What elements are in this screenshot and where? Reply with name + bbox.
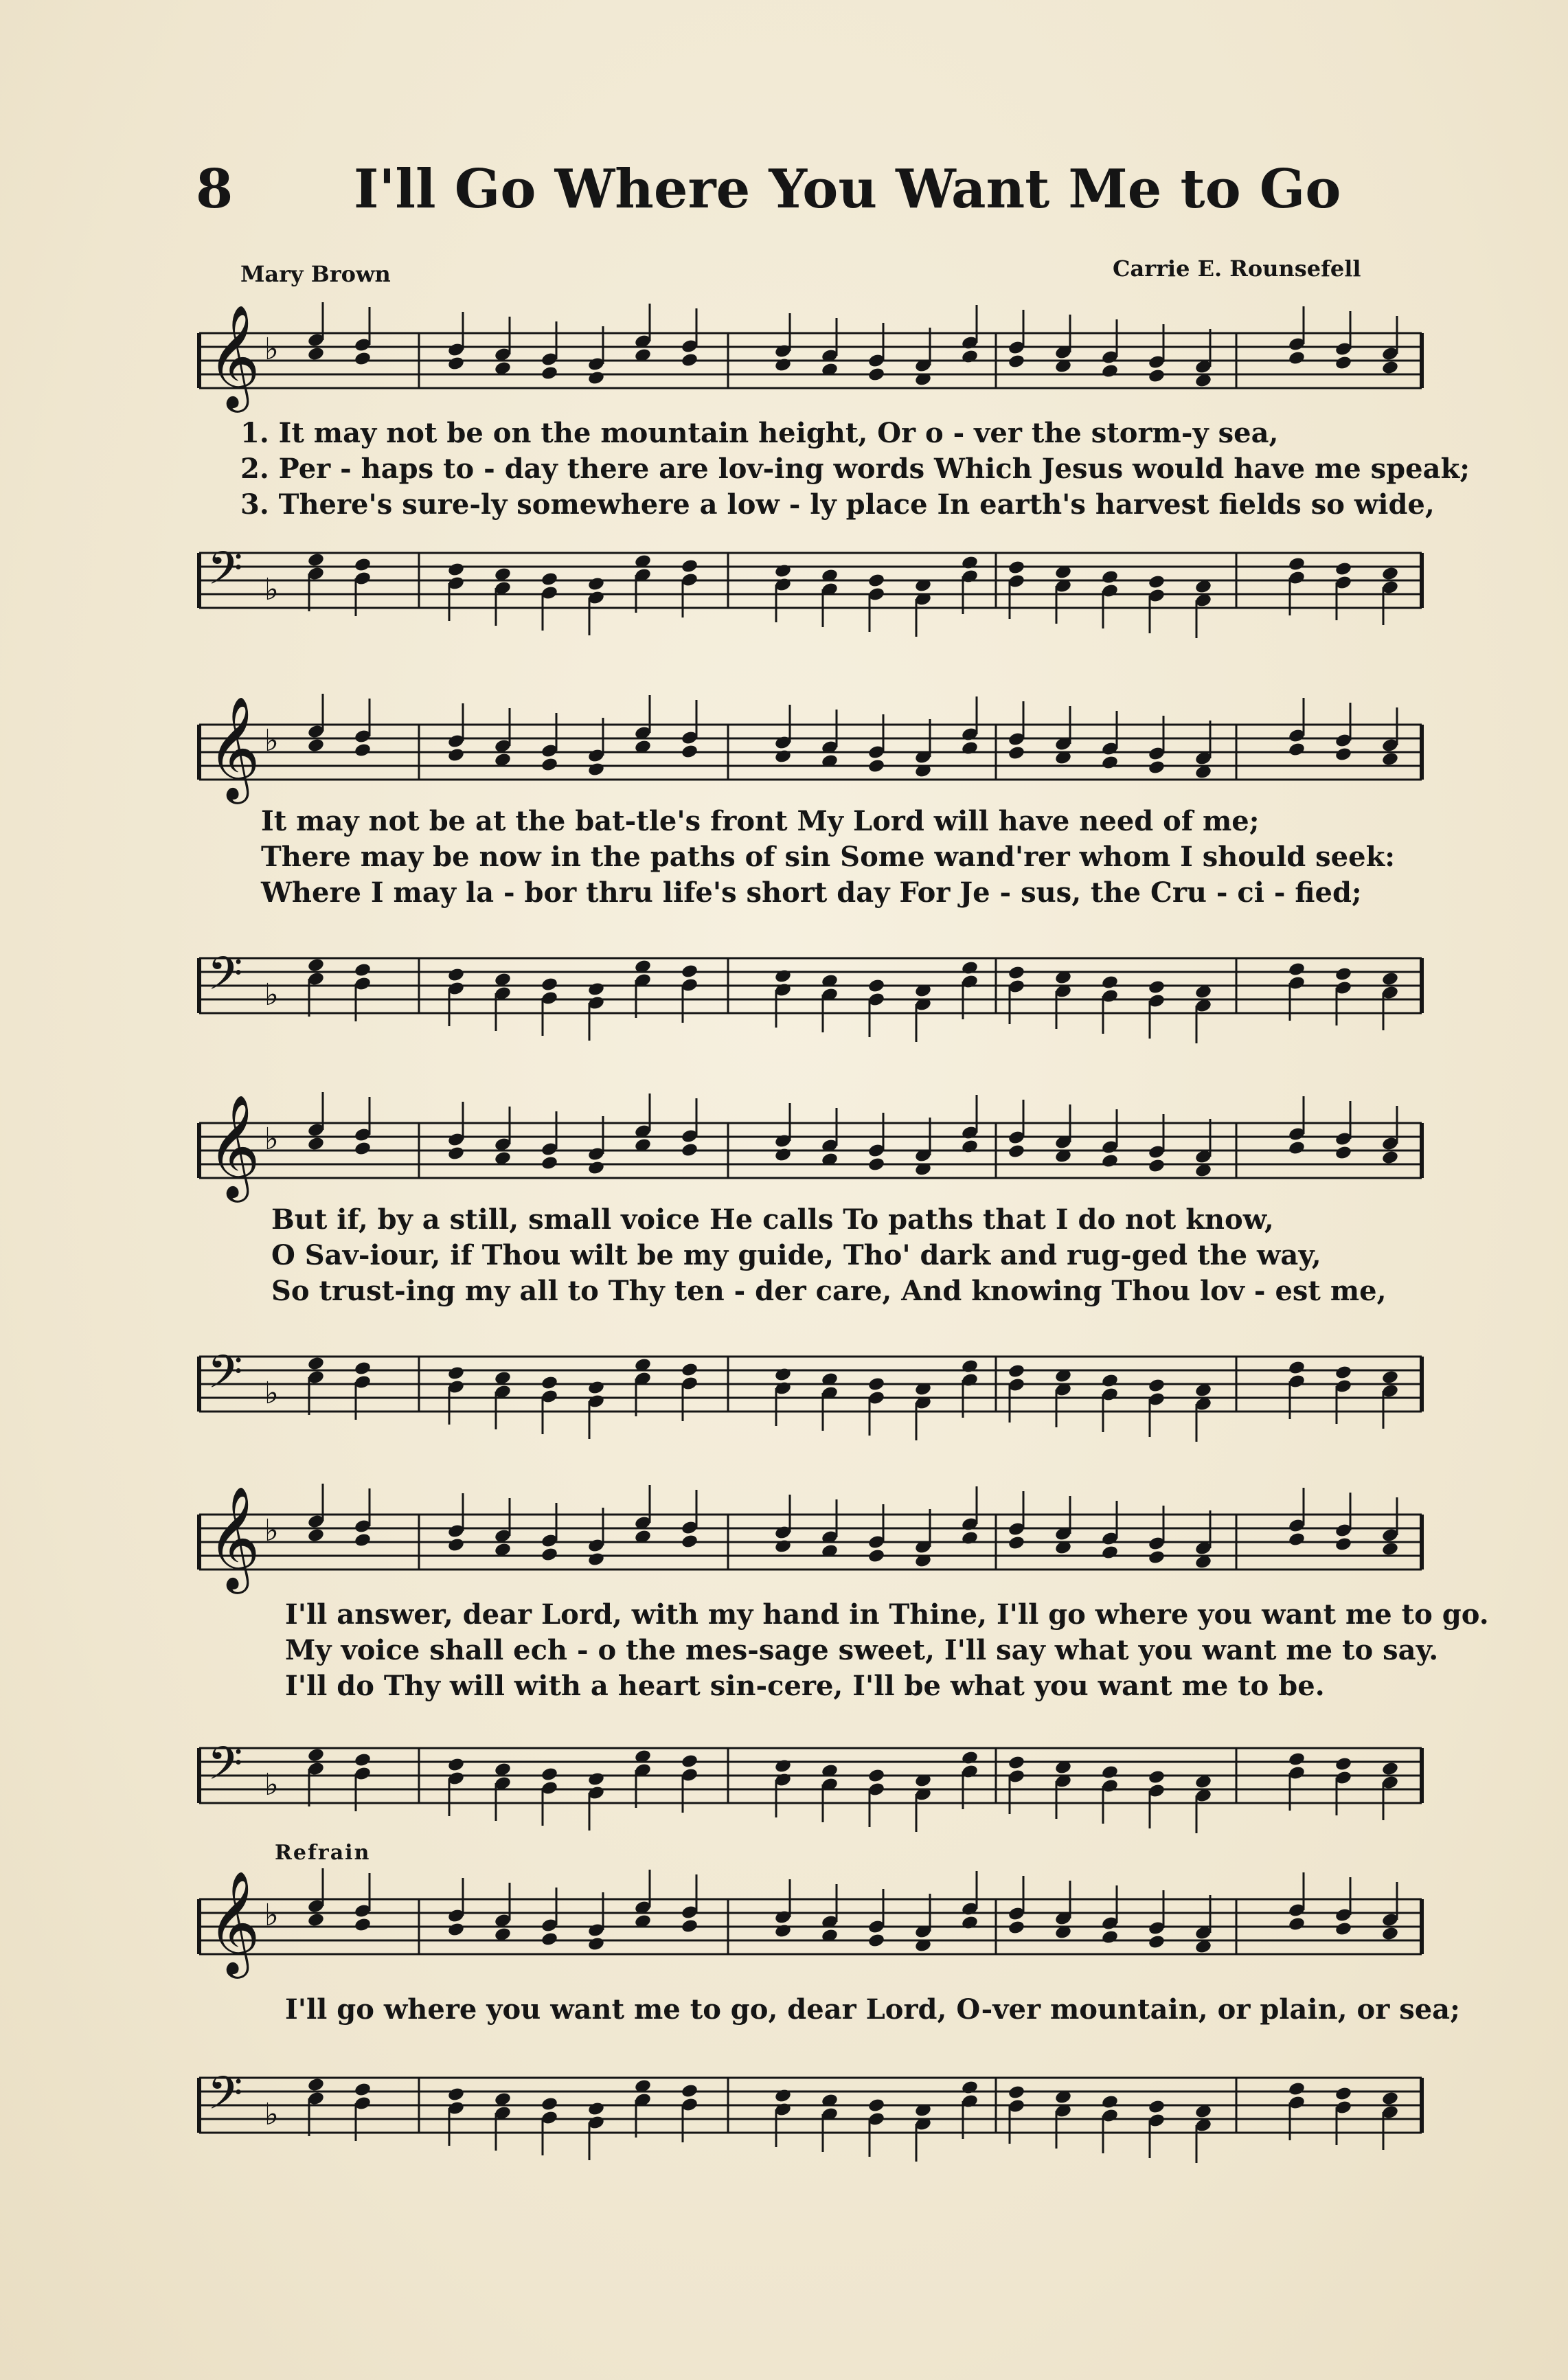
bass-clef-icon: 𝄢: [207, 1346, 243, 1409]
note-chord: [961, 1871, 979, 1930]
note-chord: [1288, 556, 1306, 615]
note-chord: [681, 700, 698, 759]
lyric-line-verse-2: O Sav-iour, if Thou wilt be my guide, Tho' dark and rug-ged the way,: [271, 1239, 1321, 1271]
note-chord: [354, 1488, 372, 1548]
hymn-header: [196, 151, 1341, 240]
note-chord: [774, 1495, 792, 1554]
note-chord: [541, 977, 558, 1036]
flat-sign-icon: ♭: [264, 1513, 279, 1548]
note-chord: [1334, 311, 1352, 370]
note-chord: [821, 1763, 839, 1822]
note-chord: [541, 1888, 558, 1947]
note-chord: [867, 323, 885, 382]
note-chord: [867, 1504, 885, 1563]
note-chord: [634, 554, 652, 613]
note-chord: [307, 1092, 325, 1151]
note-chord: [1101, 1373, 1119, 1432]
note-chord: [1054, 1881, 1072, 1940]
note-chord: [1008, 310, 1025, 369]
note-chord: [1101, 569, 1119, 628]
note-chord: [447, 1757, 465, 1816]
lyric-line-verse-3: Where I may la - bor thru life's short day For Je - sus, the Cru - ci - fied;: [261, 876, 1362, 909]
lyrics-block: [261, 804, 1442, 911]
note-chord: [1381, 1370, 1399, 1429]
music-system-refrain: [192, 1870, 1460, 2164]
note-chord: [774, 1879, 792, 1938]
note-chord: [1101, 2094, 1119, 2153]
note-chord: [774, 705, 792, 764]
note-chord: [681, 1874, 698, 1934]
note-chord: [587, 718, 605, 777]
note-chord: [307, 1484, 325, 1543]
note-chord: [447, 1493, 465, 1552]
note-chord: [914, 1894, 932, 1953]
lyric-line-verse-2: There may be now in the paths of sin Some wand'rer whom I should seek:: [261, 841, 1396, 873]
note-chord: [1054, 1104, 1072, 1164]
note-chord: [914, 1509, 932, 1568]
lyric-line-verse-2: 2. Per - haps to - day there are lov-ing words Which Jesus would have me speak;: [240, 453, 1470, 485]
flat-sign-icon: ♭: [264, 723, 279, 758]
note-chord: [541, 2096, 558, 2155]
note-chord: [587, 1116, 605, 1175]
note-chord: [587, 326, 605, 385]
note-chord: [447, 1365, 465, 1425]
note-chord: [961, 2080, 979, 2139]
note-chord: [681, 1098, 698, 1157]
note-chord: [1008, 1491, 1025, 1550]
treble-staff: [192, 1870, 1429, 1978]
note-chord: [867, 1376, 885, 1436]
lyric-line-verse-3: I'll do Thy will with a heart sin-cere, I'll be what you want me to be.: [285, 1670, 1325, 1702]
note-chord: [961, 960, 979, 1019]
note-chord: [1148, 574, 1166, 633]
note-chord: [354, 1097, 372, 1156]
note-chord: [1381, 1106, 1399, 1165]
note-chord: [541, 1767, 558, 1826]
note-chord: [774, 968, 792, 1028]
lyrics-block: [240, 416, 1470, 523]
note-chord: [541, 321, 558, 381]
note-chord: [587, 2101, 605, 2160]
note-chord: [681, 1490, 698, 1549]
note-chord: [447, 967, 465, 1026]
note-chord: [587, 1771, 605, 1831]
note-chord: [1288, 698, 1306, 757]
note-chord: [1008, 701, 1025, 760]
note-chord: [541, 713, 558, 772]
bass-staff: [192, 1333, 1429, 1436]
note-chord: [1101, 1765, 1119, 1824]
note-chord: [1288, 1096, 1306, 1155]
treble-clef-icon: 𝄞: [207, 1093, 260, 1198]
treble-staff: [192, 1093, 1429, 1202]
note-chord: [447, 1878, 465, 1937]
note-chord: [307, 1868, 325, 1927]
note-chord: [1381, 1882, 1399, 1941]
flat-sign-icon: ♭: [264, 1898, 279, 1933]
note-chord: [1101, 711, 1119, 770]
note-chord: [1334, 2086, 1352, 2145]
note-chord: [961, 696, 979, 756]
note-chord: [354, 307, 372, 366]
note-chord: [1381, 316, 1399, 375]
note-chord: [774, 563, 792, 622]
note-chord: [1381, 566, 1399, 625]
note-chord: [1008, 560, 1025, 619]
note-chord: [1148, 1378, 1166, 1437]
note-chord: [587, 1892, 605, 1951]
note-chord: [1008, 1876, 1025, 1935]
treble-clef-icon: 𝄞: [207, 304, 260, 408]
note-chord: [1334, 1101, 1352, 1160]
music-system-4: [192, 1485, 1489, 1834]
note-chord: [1008, 965, 1025, 1024]
treble-staff: [192, 304, 1429, 412]
note-chord: [1381, 971, 1399, 1030]
note-chord: [867, 573, 885, 632]
note-chord: [1194, 1510, 1212, 1569]
note-chord: [354, 699, 372, 758]
refrain-label: Refrain: [275, 1841, 371, 1865]
author-credit: Mary Brown: [240, 261, 391, 287]
note-chord: [821, 568, 839, 627]
note-chord: [867, 1113, 885, 1172]
note-chord: [1101, 1501, 1119, 1560]
note-chord: [867, 978, 885, 1037]
bass-clef-icon: 𝄢: [207, 1737, 243, 1801]
lyric-line-verse-2: My voice shall ech - o the mes-sage sweet, I'll say what you want me to say.: [285, 1634, 1439, 1666]
note-chord: [541, 1375, 558, 1434]
note-chord: [1101, 1885, 1119, 1945]
note-chord: [587, 1380, 605, 1439]
note-chord: [1334, 966, 1352, 1025]
note-chord: [1148, 1769, 1166, 1828]
note-chord: [1008, 1363, 1025, 1423]
lyric-line-verse-1: It may not be at the bat-tle's front My Lord will have need of me;: [261, 805, 1260, 837]
note-chord: [961, 1750, 979, 1809]
note-chord: [494, 1762, 512, 1821]
note-chord: [867, 714, 885, 773]
note-chord: [961, 305, 979, 364]
note-chord: [1101, 1109, 1119, 1168]
note-chord: [1334, 703, 1352, 762]
note-chord: [541, 571, 558, 631]
note-chord: [1288, 2081, 1306, 2140]
lyric-line-verse-3: So trust-ing my all to Thy ten - der care, And knowing Thou lov - est me,: [271, 1275, 1387, 1307]
note-chord: [307, 1356, 325, 1415]
note-chord: [1194, 721, 1212, 780]
note-chord: [1194, 329, 1212, 388]
note-chord: [307, 957, 325, 1017]
note-chord: [541, 1503, 558, 1562]
note-chord: [307, 2077, 325, 2136]
flat-sign-icon: ♭: [264, 977, 279, 1012]
note-chord: [447, 562, 465, 621]
treble-staff: [192, 695, 1429, 804]
flat-sign-icon: ♭: [264, 1767, 279, 1802]
note-chord: [821, 973, 839, 1032]
lyric-line-verse-1: But if, by a still, small voice He calls To paths that I do not know,: [271, 1203, 1274, 1236]
note-chord: [494, 2092, 512, 2151]
note-chord: [1288, 1360, 1306, 1419]
bass-staff: [192, 2054, 1429, 2157]
note-chord: [961, 555, 979, 614]
lyric-line-refrain: I'll go where you want me to go, dear Lord, O-ver mountain, or plain, or sea;: [285, 1993, 1460, 2026]
lyrics-block: [285, 1597, 1489, 1704]
music-system-3: [192, 1093, 1429, 1442]
note-chord: [1008, 1100, 1025, 1159]
note-chord: [1381, 1497, 1399, 1556]
note-chord: [774, 1367, 792, 1426]
note-chord: [1288, 1752, 1306, 1811]
treble-clef-icon: 𝄞: [207, 1870, 260, 1974]
note-chord: [1054, 315, 1072, 374]
hymn-title: I'll Go Where You Want Me to Go: [354, 158, 1341, 220]
bass-clef-icon: 𝄢: [207, 2067, 243, 2131]
note-chord: [681, 308, 698, 367]
note-chord: [1054, 1496, 1072, 1555]
lyric-line-verse-3: 3. There's sure-ly somewhere a low - ly place In earth's harvest fields so wide,: [240, 488, 1435, 521]
note-chord: [821, 1372, 839, 1431]
note-chord: [867, 2098, 885, 2157]
note-chord: [774, 1103, 792, 1162]
note-chord: [1194, 1895, 1212, 1954]
note-chord: [867, 1768, 885, 1827]
note-chord: [1194, 1119, 1212, 1178]
note-chord: [1381, 2091, 1399, 2150]
note-chord: [1334, 1493, 1352, 1552]
treble-staff: [192, 1485, 1429, 1594]
bass-clef-icon: 𝄢: [207, 542, 243, 606]
note-chord: [1288, 306, 1306, 365]
composer-credit: Carrie E. Rounsefell: [1113, 256, 1361, 282]
note-chord: [447, 1102, 465, 1161]
note-chord: [447, 703, 465, 762]
note-chord: [307, 552, 325, 611]
note-chord: [494, 567, 512, 626]
lyric-line-verse-1: I'll answer, dear Lord, with my hand in Thine, I'll go where you want me to go.: [285, 1598, 1489, 1631]
note-chord: [494, 972, 512, 1031]
note-chord: [587, 576, 605, 635]
note-chord: [774, 1758, 792, 1817]
note-chord: [914, 328, 932, 387]
note-chord: [307, 694, 325, 753]
note-chord: [634, 1749, 652, 1808]
note-chord: [1288, 1872, 1306, 1931]
note-chord: [1008, 2085, 1025, 2144]
flat-sign-icon: ♭: [264, 2097, 279, 2132]
music-system-2: [192, 695, 1429, 1044]
note-chord: [307, 1747, 325, 1806]
note-chord: [914, 1118, 932, 1177]
note-chord: [447, 2087, 465, 2146]
note-chord: [1054, 706, 1072, 765]
note-chord: [821, 2093, 839, 2152]
note-chord: [774, 2088, 792, 2147]
bass-staff: [192, 529, 1429, 632]
bass-staff: [192, 934, 1429, 1037]
note-chord: [634, 959, 652, 1018]
flat-sign-icon: ♭: [264, 1122, 279, 1157]
bass-clef-icon: 𝄢: [207, 947, 243, 1011]
note-chord: [1148, 2099, 1166, 2158]
note-chord: [587, 982, 605, 1041]
lyrics-block: [271, 1202, 1453, 1309]
note-chord: [1334, 561, 1352, 620]
note-chord: [494, 1370, 512, 1429]
note-chord: [1381, 707, 1399, 767]
note-chord: [1381, 1761, 1399, 1820]
note-chord: [447, 312, 465, 371]
note-chord: [1288, 962, 1306, 1021]
note-chord: [307, 302, 325, 361]
note-chord: [1334, 1365, 1352, 1424]
note-chord: [1334, 1877, 1352, 1936]
note-chord: [634, 2078, 652, 2138]
note-chord: [1148, 979, 1166, 1039]
bass-staff: [192, 1724, 1429, 1827]
note-chord: [1101, 319, 1119, 378]
note-chord: [1101, 975, 1119, 1034]
treble-clef-icon: 𝄞: [207, 1485, 260, 1589]
note-chord: [587, 1508, 605, 1567]
note-chord: [961, 1486, 979, 1545]
hymn-number: 8: [196, 158, 234, 220]
note-chord: [774, 313, 792, 372]
note-chord: [914, 719, 932, 778]
note-chord: [867, 1889, 885, 1948]
music-system-1: [192, 304, 1470, 625]
lyric-line-verse-1: 1. It may not be on the mountain height, Or o - ver the storm-y sea,: [240, 417, 1279, 449]
lyrics-block: [285, 1992, 1466, 2028]
flat-sign-icon: ♭: [264, 572, 279, 607]
note-chord: [961, 1359, 979, 1418]
flat-sign-icon: ♭: [264, 1376, 279, 1411]
note-chord: [354, 1873, 372, 1932]
note-chord: [1288, 1488, 1306, 1547]
note-chord: [1008, 1755, 1025, 1814]
flat-sign-icon: ♭: [264, 332, 279, 367]
note-chord: [541, 1111, 558, 1170]
treble-clef-icon: 𝄞: [207, 695, 260, 800]
note-chord: [961, 1095, 979, 1154]
note-chord: [634, 1357, 652, 1416]
note-chord: [1334, 1756, 1352, 1815]
